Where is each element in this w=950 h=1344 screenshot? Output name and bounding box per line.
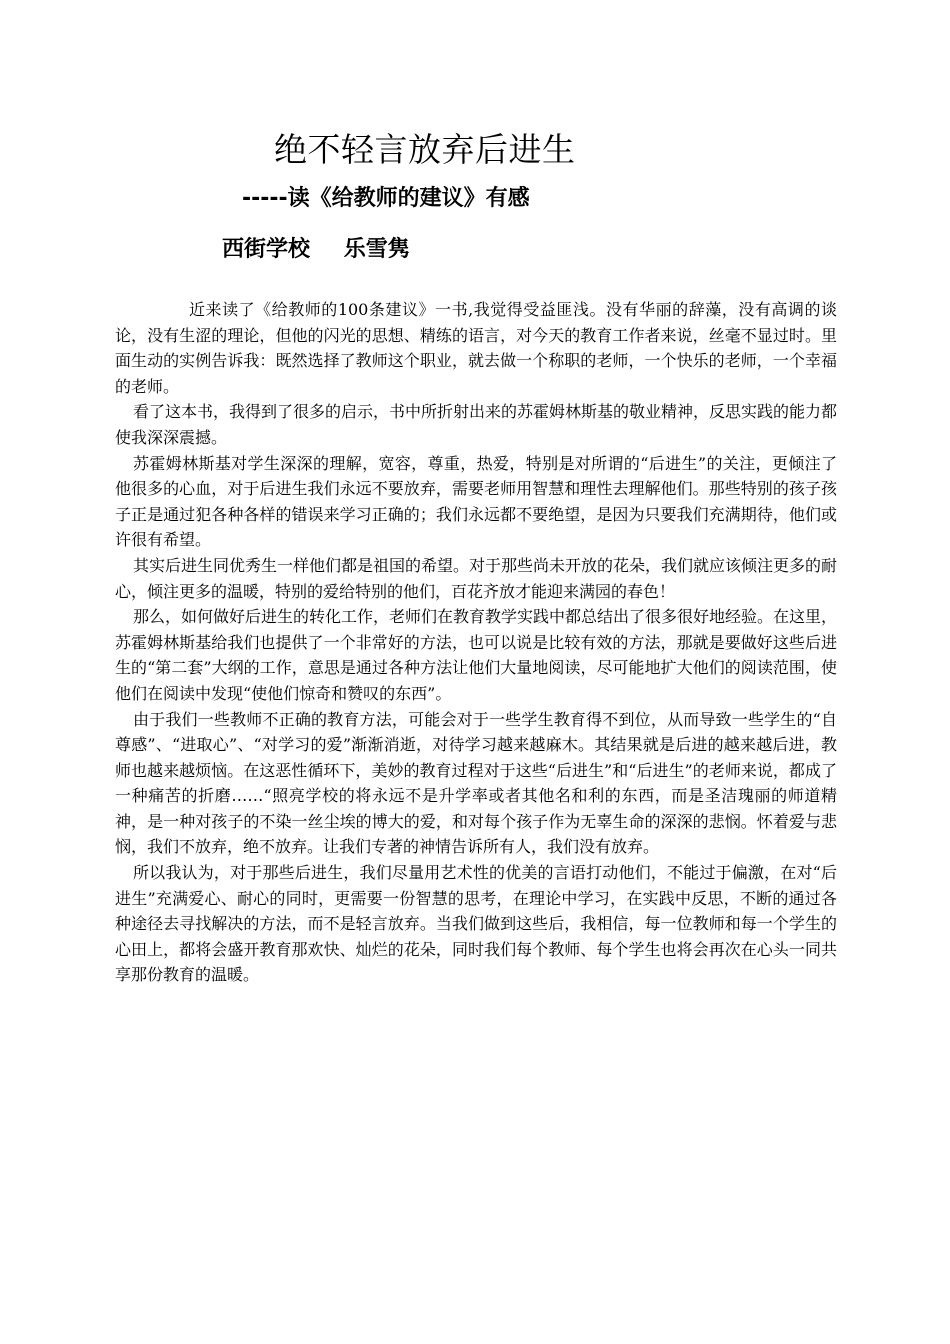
paragraph: 苏霍姆林斯基对学生深深的理解，宽容，尊重，热爱，特别是对所谓的“后进生”的关注，更倾注了他很多的心血，对于后进生我们永远不要放弃，需要老师用智慧和理性去理解他们。那些特别的孩子孩子正是通过犯各种各样的错误来学习正确的；我们永远都不要绝望，是因为只要我们充满期待，他们或许很有希望。	[115, 453, 837, 550]
document-title: 绝不轻言放弃后进生	[274, 130, 576, 169]
paragraph: 所以我认为，对于那些后进生，我们尽量用艺术性的优美的言语打动他们，不能过于偏激，在对“后进生”充满爱心、耐心的同时，更需要一份智慧的思考，在理论中学习，在实践中反思，不断的通过各种途径去寻找解决的方法，而不是轻言放弃。当我们做到这些后，我相信，每一位教师和每一个学生的心田上，都将会盛开教育那欢快、灿烂的花朵，同时我们每个教师、每个学生也将会再次在心头一同共享那份教育的温暖。	[115, 863, 837, 985]
paragraph: 近来读了《给教师的100条建议》一书,我觉得受益匪浅。没有华丽的辞藻，没有高调的谈论，没有生涩的理论，但他的闪光的思想、精练的语言，对今天的教育工作者来说，丝毫不显过时。里面生动的实例告诉我：既然选择了教师这个职业，就去做一个称职的老师，一个快乐的老师，一个幸福的老师。	[115, 300, 837, 396]
paragraph: 那么，如何做好后进生的转化工作，老师们在教育教学实践中都总结出了很多很好地经验。在这里，苏霍姆林斯基给我们也提供了一个非常好的方法，也可以说是比较有效的方法，那就是要做好这些后进生的“第二套”大纲的工作，意思是通过各种方法让他们大量地阅读，尽可能地扩大他们的阅读范围，使他们在阅读中发现“使他们惊奇和赞叹的东西”。	[115, 607, 838, 703]
paragraph: 其实后进生同优秀生一样他们都是祖国的希望。对于那些尚未开放的花朵，我们就应该倾注更多的耐心，倾注更多的温暖，特别的爱给特别的他们，百花齐放才能迎来满园的春色！	[115, 555, 838, 601]
paragraph: 看了这本书，我得到了很多的启示，书中所折射出来的苏霍姆林斯基的敬业精神，反思实践的能力都使我深深震撼。	[115, 402, 838, 447]
paragraph: 由于我们一些教师不正确的教育方法，可能会对于一些学生教育得不到位，从而导致一些学生的“自尊感”、“进取心”、“对学习的爱”渐渐消逝，对待学习越来越麻木。其结果就是后进的越来越后进，教师也越来越烦恼。在这恶性循环下，美妙的教育过程对于这些“后进生”和“后进生”的老师来说，都成了一种痛苦的折磨……“照亮学校的将永远不是升学率或者其他名和利的东西，而是圣洁瑰丽的师道精神，是一种对孩子的不染一丝尘埃的博大的爱，和对每个孩子作为无辜生命的深深的悲悯。怀着爱与悲悯，我们不放弃，绝不放弃。让我们专著的神情告诉所有人，我们没有放弃。	[115, 709, 837, 857]
author-name: 乐雪隽	[343, 237, 410, 262]
author-school: 西街学校	[222, 237, 311, 262]
author-line	[222, 234, 410, 266]
article-body	[115, 297, 837, 988]
document-subtitle: -----读《给教师的建议》有感	[242, 186, 530, 211]
